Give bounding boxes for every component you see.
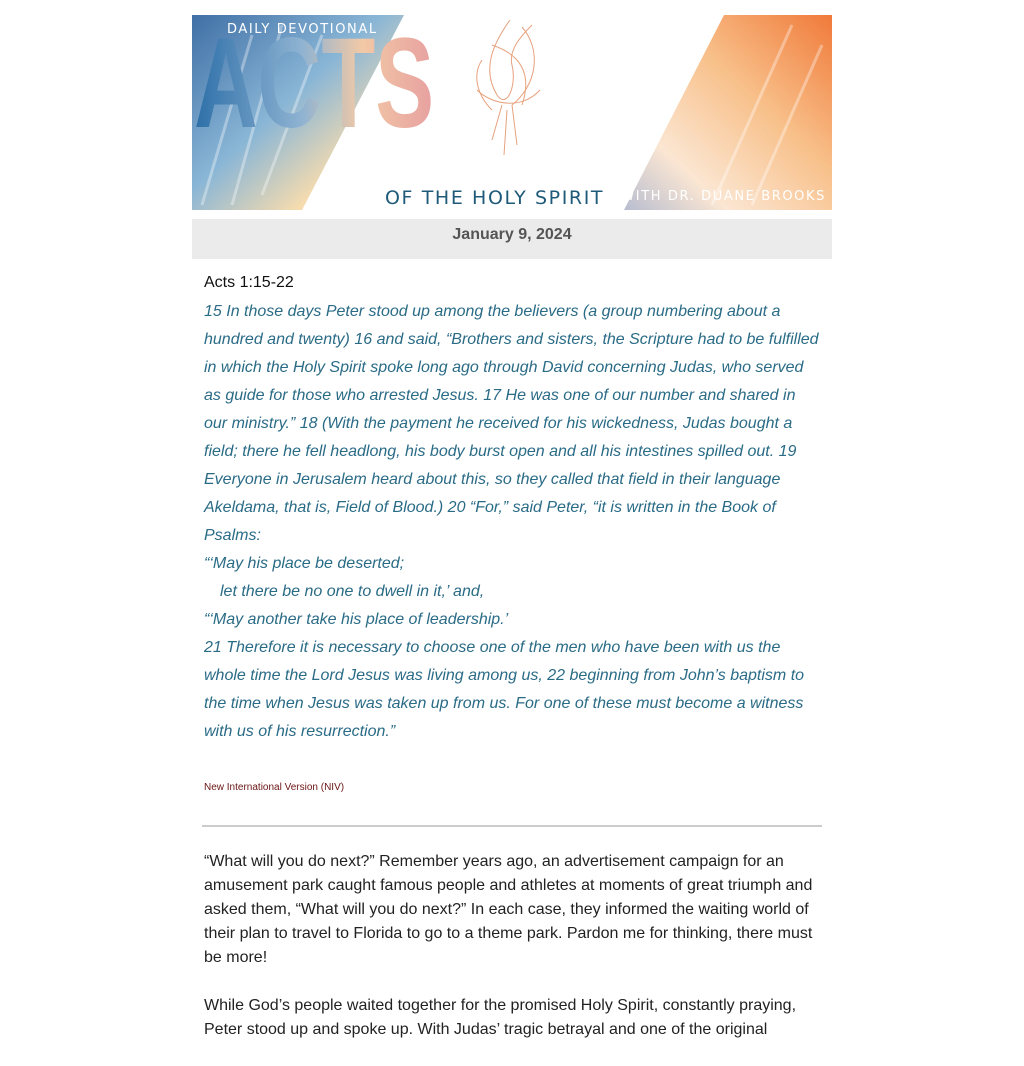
date-header: January 9, 2024 xyxy=(192,219,832,259)
scripture-paragraph: 21 Therefore it is necessary to choose one of the men who have been with us the whole time the Lord Jesus was living among us, 22 beginning from John’s baptism to the time when Jesus was taken up from us. For one of these must become a witness with us of his resurrection.” xyxy=(204,639,805,740)
devotional-body xyxy=(204,850,814,1066)
scripture-quote-line: “‘May his place be deserted; xyxy=(204,555,405,572)
bible-version-link[interactable]: New International Version (NIV) xyxy=(204,782,345,793)
devotional-banner xyxy=(192,15,832,210)
scripture-paragraph: 15 In those days Peter stood up among the believers (a group numbering about a hundred and twenty) 16 and said, “Brothers and sisters, the Scripture had to be fulfilled in which the Holy Spirit spoke long ago through David concerning Judas, who served as guide for those who arrested Jesus. 17 He was one of our number and shared in our ministry.” 18 (With the payment he received for his wickedness, Judas bought a field; there he fell headlong, his body burst open and all his intestines spilled out. 19 Everyone in Jerusalem heard about this, so they called that field in their language Akeldama, that is, Field of Blood.) 20 “For,” said Peter, “it is written in the Book of Psalms: xyxy=(204,303,819,544)
section-divider xyxy=(202,825,822,827)
author-label: WITH DR. DUANE BROOKS xyxy=(621,189,826,204)
passage-reference: Acts 1:15-22 xyxy=(204,274,294,291)
devotional-paragraph: “What will you do next?” Remember years ago, an advertisement campaign for an amusement park caught famous people and athletes at moments of great triumph and asked them, “What will you do next?” In each case, they informed the waiting world of their plan to travel to Florida to go to a theme park. Pardon me for thinking, there must be more! xyxy=(204,853,813,966)
scripture-passage xyxy=(204,298,819,746)
holy-spirit-subtitle: OF THE HOLY SPIRIT xyxy=(385,187,605,209)
dove-flame-icon xyxy=(477,20,540,155)
scripture-quote-line: “‘May another take his place of leadership.’ xyxy=(204,611,509,628)
scripture-quote-line: let there be no one to dwell in it,’ and, xyxy=(220,583,485,600)
devotional-paragraph: While God’s people waited together for the promised Holy Spirit, constantly praying, Peter stood up and spoke up. With Judas’ tragic betrayal and one of the original xyxy=(204,997,797,1038)
right-sky-panel xyxy=(624,15,832,210)
acts-title-text: ACTS xyxy=(194,15,434,140)
daily-devotional-label: DAILY DEVOTIONAL xyxy=(227,22,378,37)
acts-logo-title xyxy=(192,15,437,140)
